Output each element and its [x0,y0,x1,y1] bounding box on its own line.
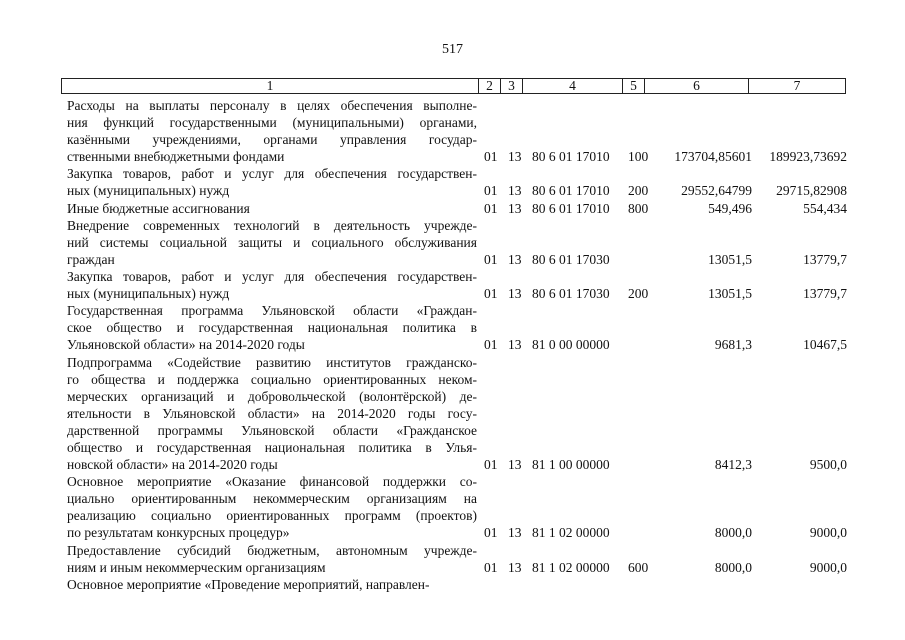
subsection-code: 13 [508,337,522,353]
description-line: ниям и иным некоммерческим организациям [67,559,326,575]
description-line: по результатам конкурсных процедур» [67,525,290,541]
amount-year-2: 29715,82908 [776,183,847,199]
target-code: 81 1 02 00000 [532,525,610,541]
expense-type-code: 100 [628,149,649,165]
row-description [67,200,477,217]
table-row [0,97,905,165]
description-line: новской области» на 2014-2020 годы [67,457,278,473]
description-line: Закупка товаров, работ и услуг для обеспечения государствен- [67,269,477,284]
header-col-2: 2 [479,79,501,93]
description-line: Основное мероприятие «Оказание финансовой поддержки со- [67,474,477,490]
description-line: го общества и поддержка социально ориентированных неком- [67,371,477,387]
table-row [0,200,905,217]
row-description [67,97,477,165]
table-row [0,165,905,199]
header-col-6: 6 [645,79,749,93]
amount-year-1: 13051,5 [708,251,752,267]
description-line: казёнными учреждениями, органами управления государ- [67,132,477,148]
section-code: 01 [484,559,498,575]
subsection-code: 13 [508,183,522,199]
amount-year-2: 13779,7 [803,251,847,267]
description-line: циально ориентированным некоммерческим организациям на [67,491,477,507]
table-row [0,542,905,576]
section-code: 01 [484,525,498,541]
row-description [67,576,477,593]
target-code: 81 1 00 00000 [532,457,610,473]
section-code: 01 [484,149,498,165]
description-line: Закупка товаров, работ и услуг для обеспечения государствен- [67,166,477,182]
amount-year-2: 13779,7 [803,286,847,302]
target-code: 81 1 02 00000 [532,559,610,575]
section-code: 01 [484,251,498,267]
description-line: Государственная программа Ульяновской области «Граждан- [67,303,477,319]
section-code: 01 [484,337,498,353]
amount-year-1: 29552,64799 [681,183,752,199]
table-row [0,217,905,268]
amount-year-1: 8000,0 [714,525,752,541]
description-line: граждан [67,251,115,267]
section-code: 01 [484,200,498,216]
table-row [0,354,905,474]
row-description [67,217,477,268]
amount-year-1: 549,496 [708,200,752,216]
section-code: 01 [484,286,498,302]
description-line: Ульяновской области» на 2014-2020 годы [67,337,305,353]
table-row [0,302,905,353]
expense-type-code: 200 [628,183,649,199]
row-description [67,268,477,302]
description-line: ний системы социальной защиты и социального обслуживания [67,234,477,250]
amount-year-1: 13051,5 [708,286,752,302]
expense-type-code: 200 [628,286,649,302]
target-code: 81 0 00 00000 [532,337,610,353]
subsection-code: 13 [508,251,522,267]
description-line: ственными внебюджетными фондами [67,149,285,165]
section-code: 01 [484,183,498,199]
amount-year-1: 8412,3 [714,457,752,473]
target-code: 80 6 01 17010 [532,149,610,165]
description-line: Иные бюджетные ассигнования [67,200,250,216]
row-description [67,165,477,199]
description-line: ское общество и государственная национальная политика в [67,320,477,336]
subsection-code: 13 [508,559,522,575]
subsection-code: 13 [508,525,522,541]
target-code: 80 6 01 17030 [532,251,610,267]
description-line: Предоставление субсидий бюджетным, автономным учрежде- [67,542,477,558]
subsection-code: 13 [508,457,522,473]
table-row [0,576,905,593]
description-line: ных (муниципальных) нужд [67,286,230,302]
amount-year-2: 9000,0 [809,525,847,541]
subsection-code: 13 [508,149,522,165]
table-row [0,268,905,302]
table-header [61,78,846,94]
description-line: ятельности в Ульяновской области» на 2014-2020 годы госу- [67,405,477,421]
header-col-5: 5 [623,79,645,93]
header-col-4: 4 [523,79,623,93]
row-description [67,302,477,353]
table-row [0,473,905,541]
subsection-code: 13 [508,200,522,216]
amount-year-2: 9000,0 [809,559,847,575]
expense-type-code: 800 [628,200,649,216]
amount-year-2: 554,434 [803,200,847,216]
description-line: общество и государственная национальная политика в Улья- [67,439,477,455]
amount-year-2: 9500,0 [809,457,847,473]
description-line: Подпрограмма «Содействие развитию институтов гражданско- [67,354,477,370]
subsection-code: 13 [508,286,522,302]
amount-year-2: 10467,5 [803,337,847,353]
header-col-7: 7 [793,78,801,93]
description-line: дарственной программы Ульяновской области «Гражданское [67,422,477,438]
target-code: 80 6 01 17010 [532,183,610,199]
row-description [67,473,477,541]
description-line: ных (муниципальных) нужд [67,183,230,199]
page-number: 517 [442,42,463,57]
description-line: мерческих организаций и добровольческой (волонтёрской) де- [67,388,477,404]
header-col-3: 3 [501,79,523,93]
expense-type-code: 600 [628,559,649,575]
section-code: 01 [484,457,498,473]
amount-year-2: 189923,73692 [769,149,847,165]
target-code: 80 6 01 17010 [532,200,610,216]
row-description [67,354,477,474]
header-col-1: 1 [62,79,479,93]
description-line: Расходы на выплаты персоналу в целях обеспечения выполне- [67,98,477,113]
row-description [67,542,477,576]
amount-year-1: 173704,85601 [674,149,752,165]
description-line: реализацию социально ориентированных программ (проектов) [67,508,477,524]
description-line: Основное мероприятие «Проведение мероприятий, направлен- [67,576,430,592]
target-code: 80 6 01 17030 [532,286,610,302]
amount-year-1: 8000,0 [714,559,752,575]
description-line: Внедрение современных технологий в деятельность учрежде- [67,217,477,233]
description-line: ния функций государственными (муниципальными) органами, [67,115,477,131]
amount-year-1: 9681,3 [714,337,752,353]
